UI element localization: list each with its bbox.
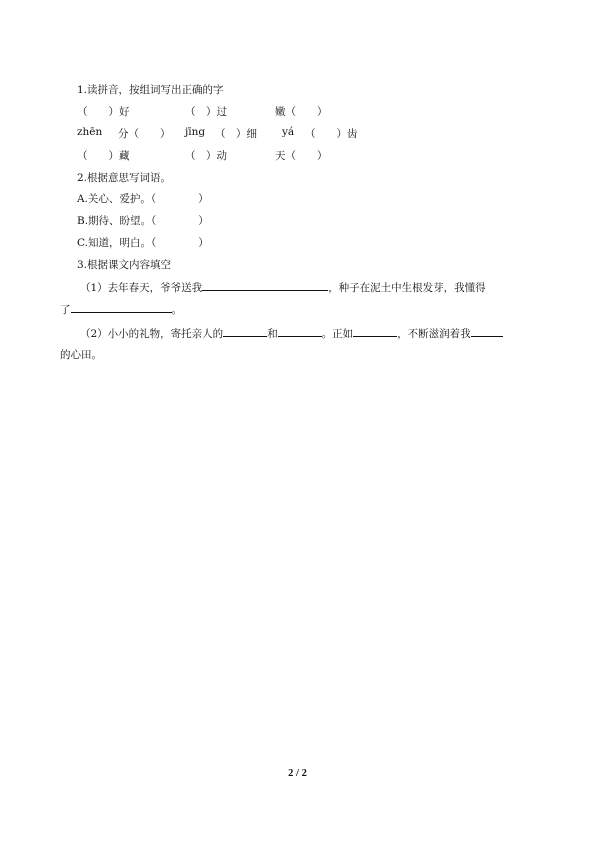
q1-row2-item-b: （ ）细 — [215, 128, 257, 140]
q3-p2-blank-4[interactable] — [471, 325, 503, 337]
q1-row2-pinyin-a: zhēn — [77, 126, 103, 138]
q1-row3-item-a: （ ）藏 — [77, 150, 130, 162]
q3-p1-blank-2[interactable] — [71, 301, 172, 313]
q3-paragraph-2-cont: 的心田。 — [60, 349, 102, 361]
q1-row3-item-b: （ ）动 — [185, 150, 227, 162]
q3-p2-text-and: 和 — [267, 328, 278, 340]
q3-p1-text-mid: ，种子在泥土中生根发芽，我懂得 — [328, 282, 486, 294]
q3-p1-text-end: 。 — [171, 304, 182, 316]
q3-p2-text-mid: 。正如 — [321, 328, 354, 340]
q1-row2-item-c: （ ）齿 — [305, 128, 358, 140]
q3-p1-text-cont: 了 — [60, 304, 71, 316]
q1-row1-item-a: （ ）好 — [77, 106, 130, 118]
q1-title: 1.读拼音，按组词写出正确的字 — [77, 84, 224, 96]
q2-item-a: A.关心、爱护。（ ） — [77, 193, 209, 205]
q3-p2-blank-1[interactable] — [223, 325, 267, 337]
q1-row1-item-b: （ ）过 — [185, 106, 227, 118]
q3-p1-blank-1[interactable] — [202, 279, 328, 291]
q1-row2-item-a: 分（ ） — [118, 128, 171, 140]
page-number: 2 / 2 — [288, 768, 307, 779]
q2-item-b: B.期待、盼望。（ ） — [77, 215, 209, 227]
q3-paragraph-1-cont — [60, 301, 182, 317]
q3-p2-blank-2[interactable] — [278, 325, 322, 337]
q2-item-c: C.知道，明白。（ ） — [77, 237, 209, 249]
q3-p2-blank-3[interactable] — [353, 325, 397, 337]
q3-title: 3.根据课文内容填空 — [77, 259, 172, 271]
q3-p2-text-mid2: ，不断滋润着我 — [397, 328, 471, 340]
q2-title: 2.根据意思写词语。 — [77, 172, 172, 184]
q3-p1-text-start: （1）去年春天，爷爷送我 — [80, 282, 203, 294]
q1-row2-pinyin-c: yá — [282, 126, 295, 138]
q3-paragraph-1 — [80, 279, 486, 295]
q1-row2-pinyin-b: jīng — [185, 126, 206, 138]
q1-row3-item-c: 天（ ） — [275, 150, 328, 162]
q3-p2-text-start: （2）小小的礼物，寄托亲人的 — [80, 328, 224, 340]
q3-paragraph-2 — [80, 325, 503, 341]
q1-row1-item-c: 嫩（ ） — [275, 106, 328, 118]
